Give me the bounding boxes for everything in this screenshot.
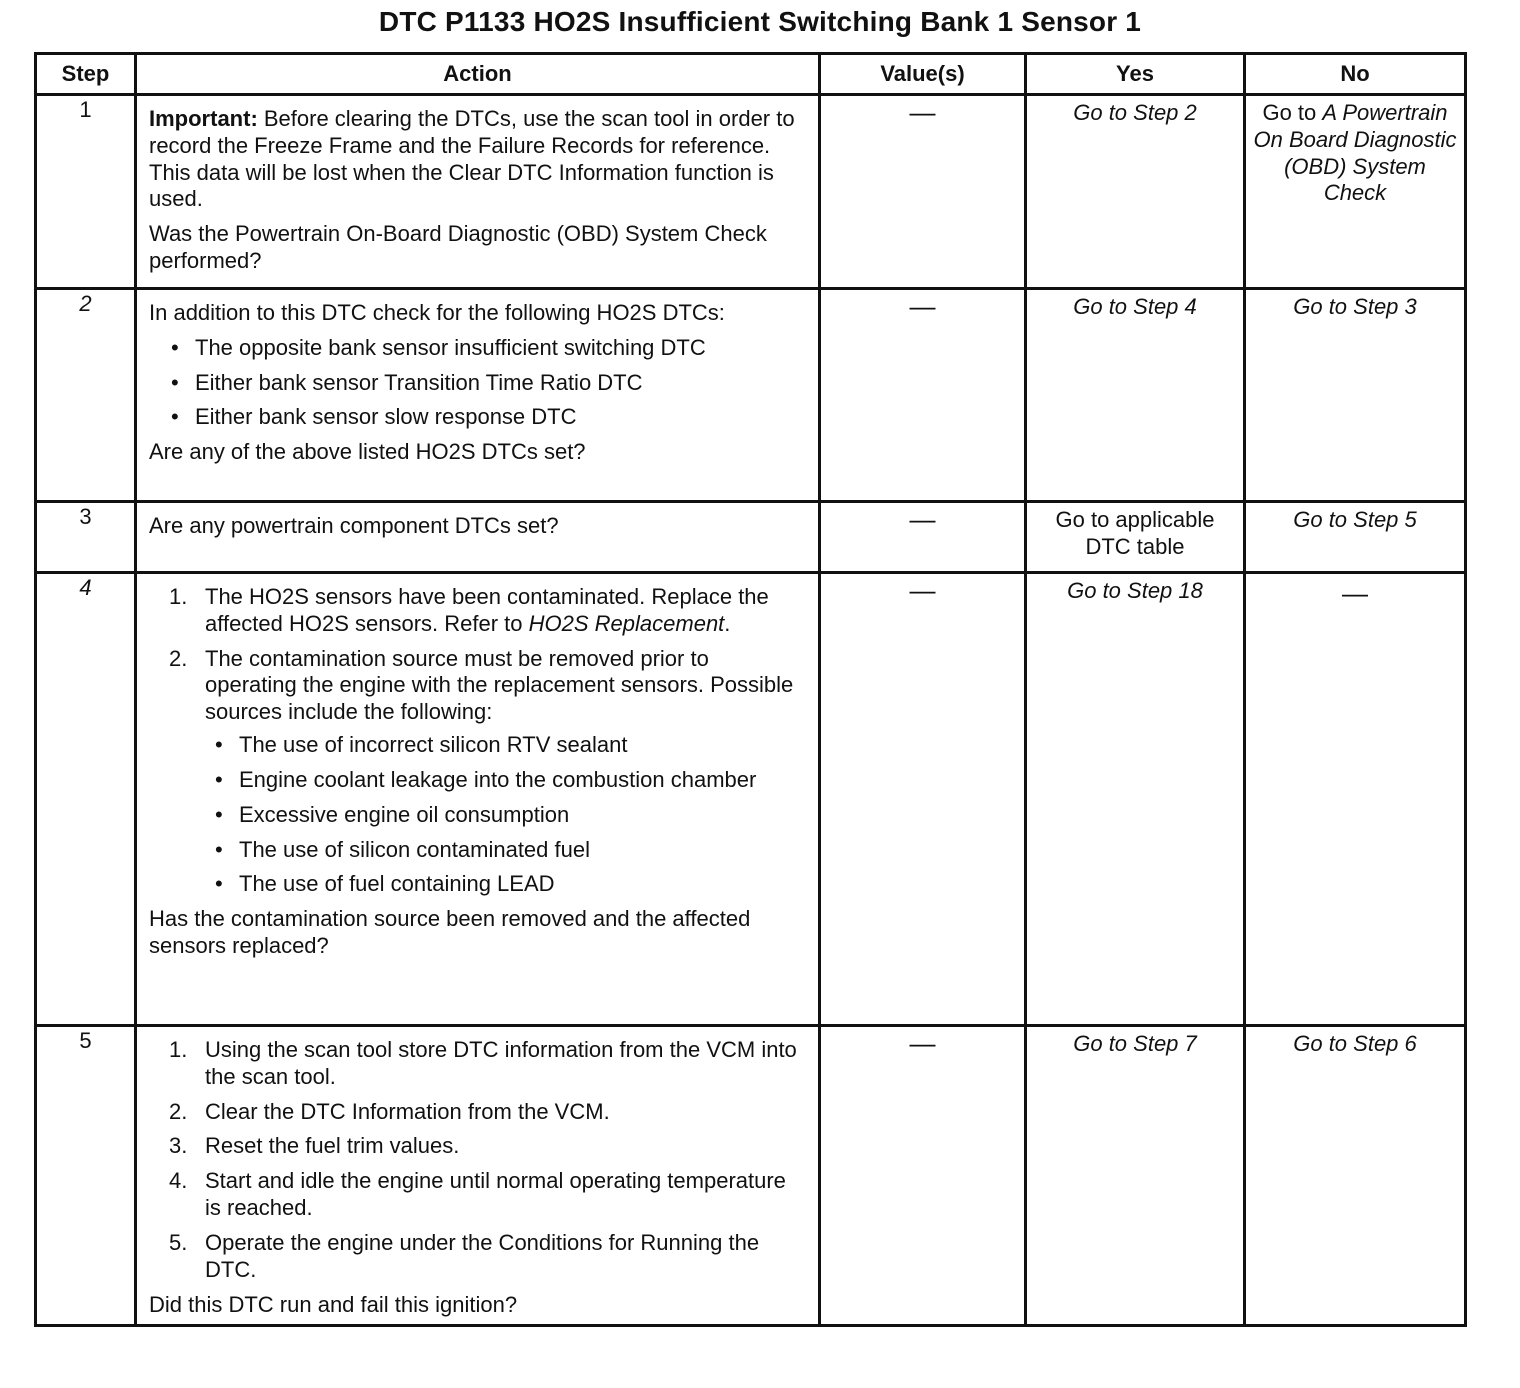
action-cell xyxy=(136,95,820,289)
item-text: Clear the DTC Information from the VCM. xyxy=(205,1098,610,1124)
bullet-list xyxy=(149,335,806,431)
no-cell xyxy=(1245,95,1466,289)
table-row-step-1 xyxy=(36,95,1466,289)
item-text: Operate the engine under the Conditions for Running the DTC. xyxy=(205,1229,760,1282)
table-row-step-3 xyxy=(36,502,1466,573)
list-item: • The use of incorrect silicon RTV sealant xyxy=(149,732,806,759)
value-cell: — xyxy=(820,1026,1026,1326)
list-item: 5. Operate the engine under the Conditions for Running the DTC. xyxy=(169,1229,760,1282)
action-cell xyxy=(136,1026,820,1326)
step-number: 3 xyxy=(36,502,136,573)
list-item: • Either bank sensor Transition Time Ratio DTC xyxy=(149,370,806,397)
page-title: DTC P1133 HO2S Insufficient Switching Bank 1 Sensor 1 xyxy=(378,6,1142,37)
bullet-list xyxy=(149,732,806,898)
numbered-list xyxy=(149,1037,806,1284)
list-item: 1. The HO2S sensors have been contaminated. Replace the affected HO2S sensors. Refer to HO2S Replacement. xyxy=(169,584,769,636)
question-text: Has the contamination source been removed and the affected sensors replaced? xyxy=(149,906,751,959)
item-end: . xyxy=(724,610,731,636)
value-cell: — xyxy=(820,95,1026,289)
action-cell xyxy=(136,502,820,573)
item-text: The HO2S sensors have been contaminated. Replace the affected HO2S sensors. Refer to xyxy=(205,584,769,636)
no-cell: Go to Step 5 xyxy=(1245,502,1466,573)
list-item: 2. Clear the DTC Information from the VCM. xyxy=(169,1098,610,1124)
table-row-step-2 xyxy=(36,289,1466,502)
important-note xyxy=(149,106,806,213)
item-text: Using the scan tool store DTC information from the VCM into the scan tool. xyxy=(205,1037,797,1089)
diagnostic-table xyxy=(34,52,1467,1327)
list-item: 3. Reset the fuel trim values. xyxy=(169,1133,460,1159)
value-cell: — xyxy=(820,502,1026,573)
intro-text: In addition to this DTC check for the following HO2S DTCs: xyxy=(149,300,725,325)
step-number: 2 xyxy=(36,289,136,502)
header-step: Step xyxy=(36,54,136,95)
header-action: Action xyxy=(136,54,820,95)
list-item: • Either bank sensor slow response DTC xyxy=(149,404,806,431)
action-cell xyxy=(136,573,820,1026)
step-number: 4 xyxy=(36,573,136,1026)
list-item: • Excessive engine oil consumption xyxy=(149,802,806,829)
item-reference: HO2S Replacement xyxy=(528,610,725,636)
item-text: The contamination source must be removed prior to operating the engine with the replacement sensors. Possible sources include the following: xyxy=(205,645,794,725)
list-item: 1. Using the scan tool store DTC information from the VCM into the scan tool. xyxy=(169,1037,797,1089)
item-text: Start and idle the engine until normal operating temperature is reached. xyxy=(205,1168,786,1221)
important-label: Important: xyxy=(149,106,258,131)
list-item: • The use of fuel containing LEAD xyxy=(149,871,806,898)
no-prefix: Go to xyxy=(1262,100,1323,125)
list-item: 4. Start and idle the engine until normal operating temperature is reached. xyxy=(169,1168,786,1221)
important-text: Before clearing the DTCs, use the scan tool in order to record the Freeze Frame and the Failure Records for reference. This data will be lost when the Clear DTC Information function is used. xyxy=(149,106,795,212)
list-item: • Engine coolant leakage into the combustion chamber xyxy=(149,767,806,794)
yes-cell: Go to Step 7 xyxy=(1026,1026,1245,1326)
yes-cell: Go to applicable DTC table xyxy=(1026,502,1245,573)
question-text: Are any powertrain component DTCs set? xyxy=(149,513,559,538)
question-text: Did this DTC run and fail this ignition? xyxy=(149,1291,518,1317)
table-row-step-4 xyxy=(36,573,1466,1026)
header-yes: Yes xyxy=(1026,54,1245,95)
question-text: Was the Powertrain On-Board Diagnostic (OBD) System Check performed? xyxy=(149,221,767,274)
table-row-step-5 xyxy=(36,1026,1466,1326)
item-text: Reset the fuel trim values. xyxy=(205,1133,460,1159)
yes-cell: Go to Step 4 xyxy=(1026,289,1245,502)
question-text: Are any of the above listed HO2S DTCs set? xyxy=(149,439,586,465)
value-cell: — xyxy=(820,289,1026,502)
no-cell: Go to Step 3 xyxy=(1245,289,1466,502)
numbered-list xyxy=(149,584,806,898)
table-header-row xyxy=(36,54,1466,95)
value-cell: — xyxy=(820,573,1026,1026)
list-item: • The use of silicon contaminated fuel xyxy=(149,837,806,864)
header-values: Value(s) xyxy=(820,54,1026,95)
step-number: 1 xyxy=(36,95,136,289)
action-cell xyxy=(136,289,820,502)
step-number: 5 xyxy=(36,1026,136,1326)
no-cell: — xyxy=(1245,573,1466,1026)
yes-cell: Go to Step 2 xyxy=(1026,95,1245,289)
header-no: No xyxy=(1245,54,1466,95)
no-cell: Go to Step 6 xyxy=(1245,1026,1466,1326)
list-item: 2. The contamination source must be removed prior to operating the engine with the replacement sensors. Possible sources include the following: • The use of incorrect silicon RTV sealant • Engine coolant leakage into the combustion chamber • Excessive engine oil consumption • The use of silicon contaminated fuel • The use of fuel containing LEAD xyxy=(149,646,806,899)
no-reference: A Powertrain On Board Diagnostic (OBD) System Check xyxy=(1253,100,1457,206)
yes-cell: Go to Step 18 xyxy=(1026,573,1245,1026)
list-item: • The opposite bank sensor insufficient switching DTC xyxy=(149,335,806,362)
